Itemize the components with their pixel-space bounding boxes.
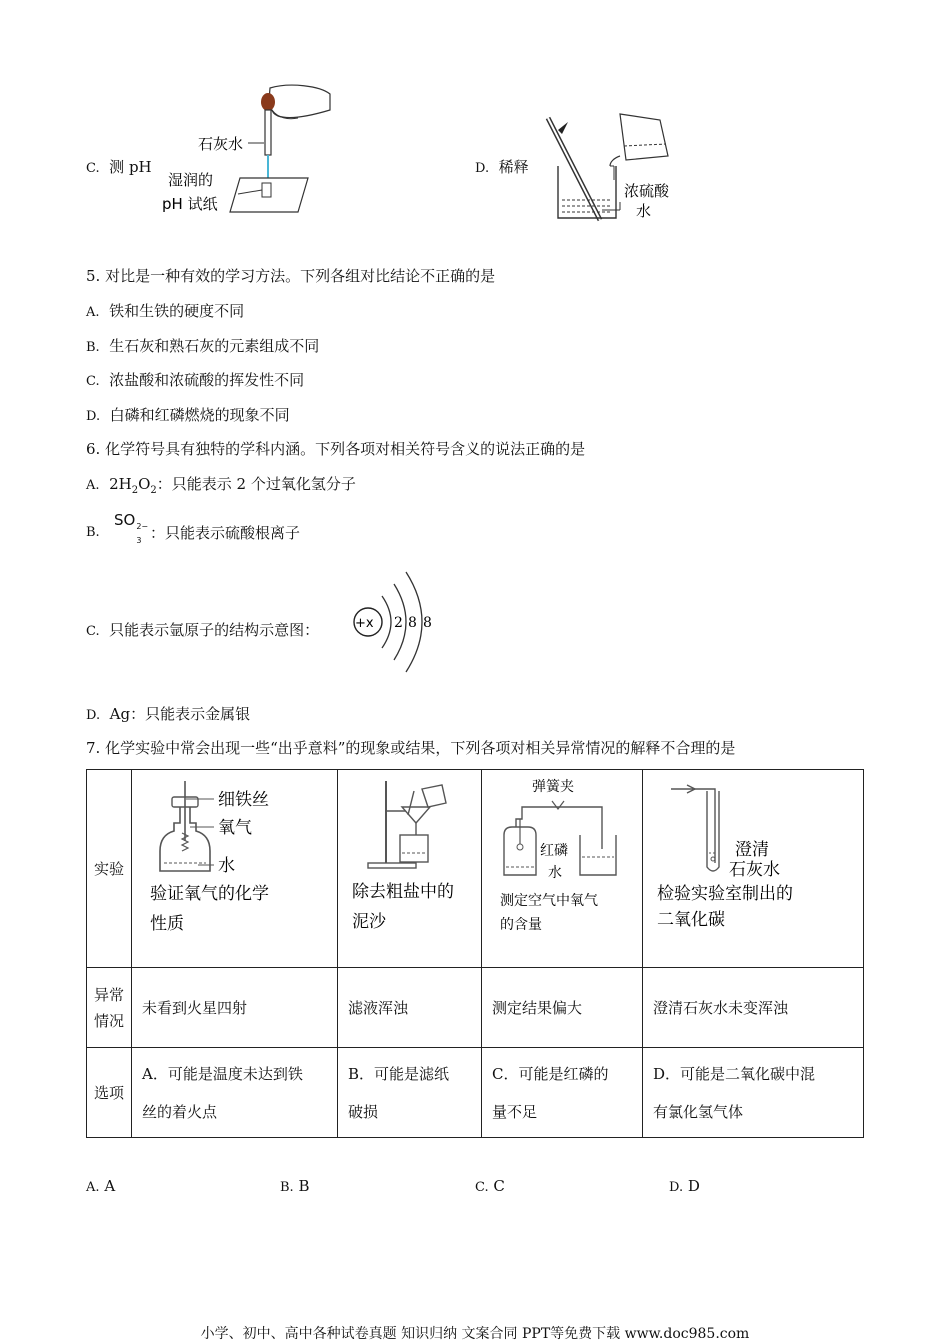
q5-stem: 5. 对比是一种有效的学习方法。下列各组对比结论不正确的是 <box>86 267 496 285</box>
svg-text:除去粗盐中的: 除去粗盐中的 <box>352 882 454 902</box>
q5-option-a: A. 铁和生铁的硬度不同 <box>86 302 245 320</box>
q5-option-d: D. 白磷和红磷燃烧的现象不同 <box>86 406 290 424</box>
svg-text:水: 水 <box>548 865 562 881</box>
q4-option-d: D. 稀释 <box>475 158 529 176</box>
table-row-experiment <box>87 770 864 968</box>
abnormal-cell: 测定结果偏大 <box>482 968 643 1048</box>
svg-text:水: 水 <box>636 202 652 220</box>
svg-text:性质: 性质 <box>150 914 184 934</box>
abnormal-cell: 澄清石灰水未变浑浊 <box>643 968 864 1048</box>
svg-text:石灰水: 石灰水 <box>729 860 780 880</box>
svg-text:8: 8 <box>408 615 417 631</box>
svg-text:澄清: 澄清 <box>735 840 769 860</box>
q7-answer-b: B. B <box>280 1177 310 1195</box>
table-row-choice <box>87 1048 864 1138</box>
svg-text:验证氧气的化学: 验证氧气的化学 <box>150 884 269 904</box>
svg-text:检验实验室制出的: 检验实验室制出的 <box>657 884 793 904</box>
filtration-figure <box>338 771 481 966</box>
row-head-exp: 实验 <box>87 770 132 968</box>
svg-text:测定空气中氧气: 测定空气中氧气 <box>500 893 598 909</box>
co2-test-figure <box>643 771 848 966</box>
q5-option-c: C. 浓盐酸和浓硫酸的挥发性不同 <box>86 371 305 389</box>
svg-text:+x: +x <box>355 616 374 631</box>
exp-cell-2 <box>338 770 482 968</box>
svg-text:弹簧夹: 弹簧夹 <box>532 779 574 795</box>
q6-option-a: A. $2H_2O_2$：只能表示 2 个过氧化氢分子 <box>86 475 356 496</box>
q4-option-c: C. 测 pH <box>86 158 152 176</box>
hand-icon <box>269 85 330 117</box>
ph-test-figure <box>160 80 340 220</box>
q7-answer-c: C. C <box>475 1177 505 1195</box>
svg-text:浓硫酸: 浓硫酸 <box>624 182 670 200</box>
choice-cell: C．可能是红磷的 量不足 <box>482 1048 643 1138</box>
svg-text:湿润的: 湿润的 <box>168 171 214 189</box>
oxygen-content-figure <box>482 771 642 966</box>
svg-text:泥沙: 泥沙 <box>352 912 386 932</box>
q6-option-c: C. 只能表示氩原子的结构示意图： <box>86 621 320 639</box>
q6-stem: 6. 化学符号具有独特的学科内涵。下列各项对相关符号含义的说法正确的是 <box>86 440 586 458</box>
q7-answer-d: D. D <box>669 1177 700 1195</box>
row-head-abnormal: 异常 情况 <box>87 968 132 1048</box>
svg-text:石灰水: 石灰水 <box>198 135 244 153</box>
page-footer: 小学、初中、高中各种试卷真题 知识归纳 文案合同 PPT等免费下载 www.doc985.com <box>200 1326 750 1342</box>
svg-text:2: 2 <box>394 615 403 631</box>
svg-text:的含量: 的含量 <box>500 917 542 933</box>
q6-option-d: D. Ag：只能表示金属银 <box>86 705 251 723</box>
dropper-bulb <box>261 93 275 111</box>
experiment-table <box>86 769 864 1138</box>
dilution-figure <box>540 110 690 225</box>
q7-stem: 7. 化学实验中常会出现一些“出乎意料”的现象或结果，下列各项对相关异常情况的解释不合理的是 <box>86 739 736 757</box>
atom-structure-diagram <box>342 566 442 678</box>
iron-wire-oxygen-figure <box>132 771 337 966</box>
q5-option-b: B. 生石灰和熟石灰的元素组成不同 <box>86 337 320 355</box>
choice-cell: A．可能是温度未达到铁 丝的着火点 <box>132 1048 338 1138</box>
row-head-choice: 选项 <box>87 1048 132 1138</box>
table-row-abnormal <box>87 968 864 1048</box>
svg-text:细铁丝: 细铁丝 <box>218 790 269 810</box>
svg-text:水: 水 <box>218 856 235 876</box>
choice-cell: B．可能是滤纸 破损 <box>338 1048 482 1138</box>
exp-cell-3 <box>482 770 643 968</box>
abnormal-cell: 未看到火星四射 <box>132 968 338 1048</box>
sulfite-formula: SO 2− 3 <box>114 511 149 545</box>
svg-text:氧气: 氧气 <box>218 818 252 838</box>
svg-text:pH 试纸: pH 试纸 <box>162 195 218 213</box>
q7-answer-a: A. A <box>86 1177 116 1195</box>
choice-cell: D．可能是二氧化碳中混 有氯化氢气体 <box>643 1048 864 1138</box>
exp-cell-1 <box>132 770 338 968</box>
svg-text:二氧化碳: 二氧化碳 <box>657 910 725 930</box>
exp-cell-4 <box>643 770 864 968</box>
svg-text:红磷: 红磷 <box>540 843 568 859</box>
svg-text:8: 8 <box>423 615 432 631</box>
abnormal-cell: 滤液浑浊 <box>338 968 482 1048</box>
